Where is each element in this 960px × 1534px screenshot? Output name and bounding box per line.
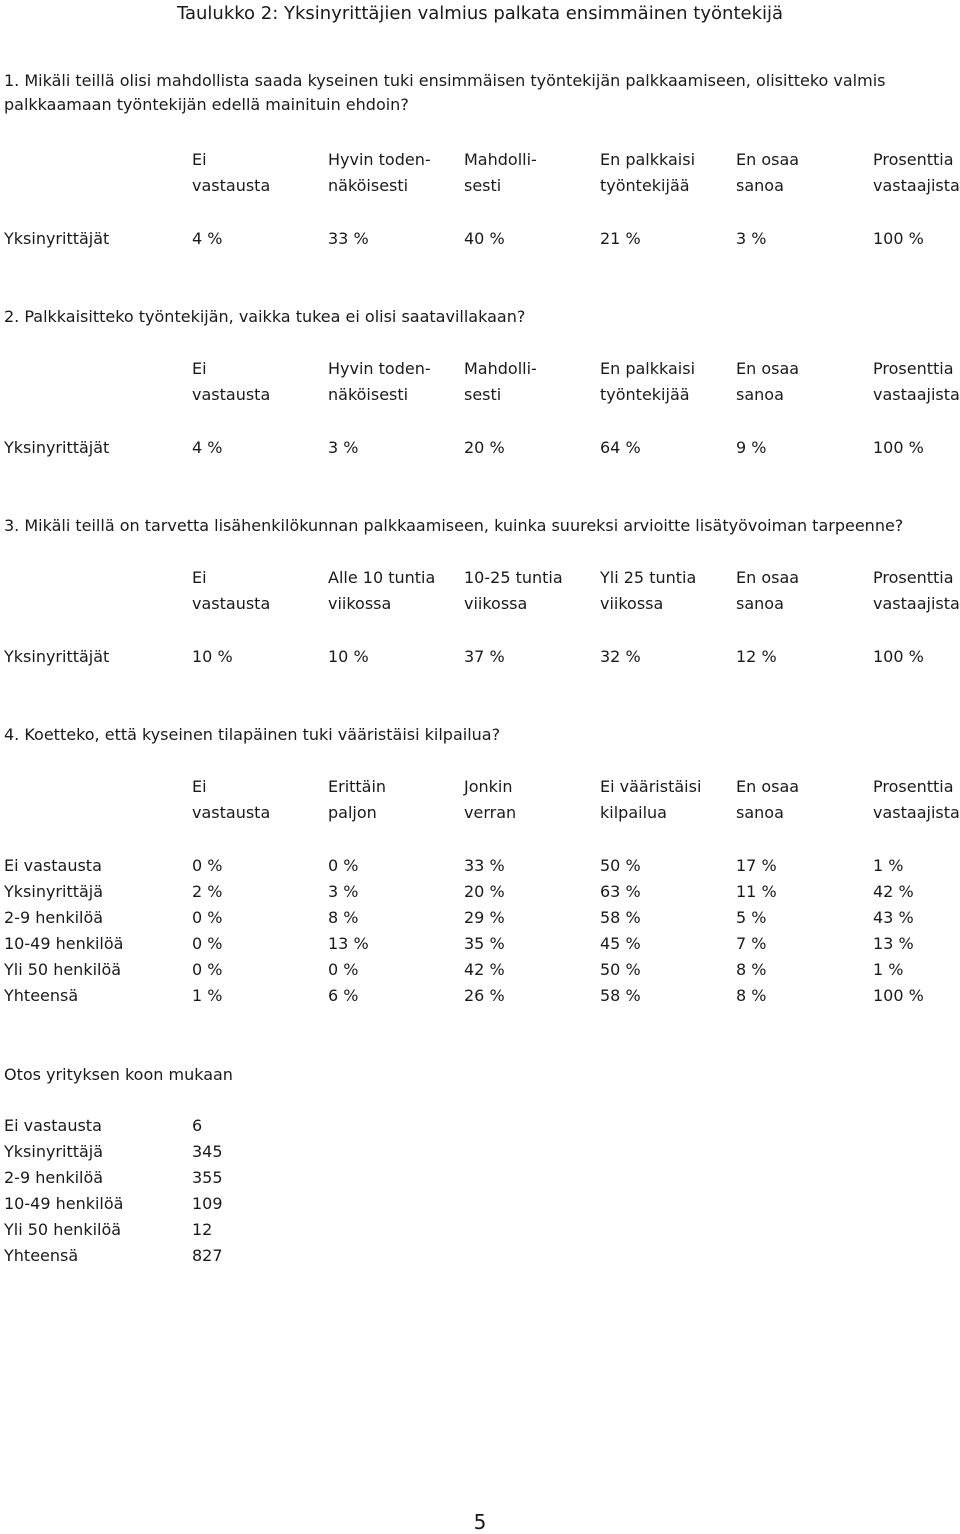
- header-cell: sanoa: [736, 594, 784, 613]
- header-cell: viikossa: [464, 594, 528, 613]
- question-1: [4, 69, 944, 117]
- table-cell: 5 %: [736, 908, 767, 927]
- table-row: [0, 983, 960, 1009]
- table-cell: 42 %: [873, 882, 914, 901]
- header-cell: paljon: [328, 803, 377, 822]
- header-cell: En osaa: [736, 777, 800, 796]
- section-1-header-row-1: [0, 147, 960, 173]
- table-cell: 0 %: [328, 960, 359, 979]
- table-cell: 100 %: [873, 986, 924, 1005]
- sample-heading: Otos yrityksen koon mukaan: [4, 1065, 233, 1084]
- header-cell: Prosenttia: [873, 359, 954, 378]
- table-cell: 100 %: [873, 229, 924, 248]
- table-cell: 63 %: [600, 882, 641, 901]
- table-cell: 20 %: [464, 882, 505, 901]
- sample-row: [0, 1191, 960, 1217]
- table-cell: 9 %: [736, 438, 767, 457]
- question-2-line-1: 2. Palkkaisitteko työntekijän, vaikka tukea ei olisi saatavillakaan?: [4, 307, 526, 326]
- row-label: 2-9 henkilöä: [4, 908, 104, 927]
- row-label: Yli 50 henkilöä: [4, 960, 122, 979]
- header-cell: Hyvin toden-: [328, 150, 431, 169]
- header-cell: työntekijää: [600, 385, 690, 404]
- table-cell: 100 %: [873, 438, 924, 457]
- table-cell: 33 %: [328, 229, 369, 248]
- row-label: Yhteensä: [4, 986, 79, 1005]
- section-4-header-row-1: [0, 774, 960, 800]
- row-label: Yksinyrittäjät: [4, 229, 110, 248]
- section-2-header-row-1: [0, 356, 960, 382]
- table-cell: 17 %: [736, 856, 777, 875]
- table-cell: 8 %: [736, 986, 767, 1005]
- row-label: Yksinyrittäjä: [4, 1142, 104, 1161]
- header-cell: En osaa: [736, 568, 800, 587]
- table-cell: 0 %: [192, 934, 223, 953]
- table-cell: 4 %: [192, 438, 223, 457]
- table-row: [0, 879, 960, 905]
- table-cell: 6 %: [328, 986, 359, 1005]
- question-1-line-2: palkkaamaan työntekijän edellä mainituin ehdoin?: [4, 95, 409, 114]
- header-cell: vastaajista: [873, 176, 960, 195]
- header-cell: vastaajista: [873, 803, 960, 822]
- header-cell: vastausta: [192, 176, 271, 195]
- header-cell: Ei: [192, 359, 207, 378]
- header-cell: Prosenttia: [873, 777, 954, 796]
- row-label: Yksinyrittäjät: [4, 647, 110, 666]
- header-cell: sanoa: [736, 385, 784, 404]
- section-4-header-row-2: [0, 800, 960, 826]
- header-cell: kilpailua: [600, 803, 667, 822]
- table-row: [0, 853, 960, 879]
- table-cell: 1 %: [192, 986, 223, 1005]
- table-row: [0, 905, 960, 931]
- table-cell: 42 %: [464, 960, 505, 979]
- question-2: [4, 305, 944, 329]
- table-cell: 0 %: [192, 908, 223, 927]
- header-cell: sanoa: [736, 176, 784, 195]
- row-label: Yksinyrittäjät: [4, 438, 110, 457]
- sample-value: 6: [192, 1116, 203, 1135]
- sample-value: 355: [192, 1168, 223, 1187]
- header-cell: Ei: [192, 150, 207, 169]
- table-cell: 33 %: [464, 856, 505, 875]
- table-title: Taulukko 2: Yksinyrittäjien valmius palkata ensimmäinen työntekijä: [176, 3, 784, 24]
- sample-row: [0, 1243, 960, 1269]
- header-cell: sesti: [464, 176, 502, 195]
- sample-value: 109: [192, 1194, 223, 1213]
- table-cell: 58 %: [600, 986, 641, 1005]
- header-cell: vastausta: [192, 594, 271, 613]
- table-cell: 1 %: [873, 960, 904, 979]
- section-3-header-row-2: [0, 591, 960, 617]
- sample-row: [0, 1165, 960, 1191]
- table-cell: 0 %: [192, 960, 223, 979]
- table-cell: 35 %: [464, 934, 505, 953]
- table-cell: 7 %: [736, 934, 767, 953]
- header-cell: Ei: [192, 568, 207, 587]
- table-cell: 45 %: [600, 934, 641, 953]
- table-cell: 50 %: [600, 960, 641, 979]
- row-label: Ei vastausta: [4, 1116, 102, 1135]
- header-cell: Alle 10 tuntia: [328, 568, 436, 587]
- header-cell: Ei: [192, 777, 207, 796]
- sample-value: 12: [192, 1220, 213, 1239]
- table-cell: 4 %: [192, 229, 223, 248]
- table-cell: 21 %: [600, 229, 641, 248]
- header-cell: 10-25 tuntia: [464, 568, 563, 587]
- question-4-line-1: 4. Koetteko, että kyseinen tilapäinen tuki vääristäisi kilpailua?: [4, 725, 501, 744]
- table-cell: 37 %: [464, 647, 505, 666]
- table-cell: 0 %: [192, 856, 223, 875]
- table-cell: 3 %: [736, 229, 767, 248]
- table-cell: 26 %: [464, 986, 505, 1005]
- header-cell: Hyvin toden-: [328, 359, 431, 378]
- row-label: Yhteensä: [4, 1246, 79, 1265]
- header-cell: Mahdolli-: [464, 359, 537, 378]
- header-cell: Ei vääristäisi: [600, 777, 702, 796]
- header-cell: En palkkaisi: [600, 359, 696, 378]
- header-cell: näköisesti: [328, 385, 409, 404]
- table-cell: 3 %: [328, 438, 359, 457]
- header-cell: Yli 25 tuntia: [600, 568, 697, 587]
- table-row: [0, 644, 960, 670]
- row-label: Yksinyrittäjä: [4, 882, 104, 901]
- table-cell: 64 %: [600, 438, 641, 457]
- header-cell: sanoa: [736, 803, 784, 822]
- section-1-header-row-2: [0, 173, 960, 199]
- header-cell: Jonkin: [464, 777, 513, 796]
- table-cell: 13 %: [873, 934, 914, 953]
- table-cell: 32 %: [600, 647, 641, 666]
- table-cell: 1 %: [873, 856, 904, 875]
- table-cell: 20 %: [464, 438, 505, 457]
- table-row: [0, 931, 960, 957]
- table-cell: 3 %: [328, 882, 359, 901]
- row-label: Ei vastausta: [4, 856, 102, 875]
- row-label: 10-49 henkilöä: [4, 1194, 124, 1213]
- table-cell: 11 %: [736, 882, 777, 901]
- header-cell: näköisesti: [328, 176, 409, 195]
- question-3: [4, 514, 944, 538]
- sample-row: [0, 1139, 960, 1165]
- question-4: [4, 723, 944, 747]
- row-label: Yli 50 henkilöä: [4, 1220, 122, 1239]
- header-cell: työntekijää: [600, 176, 690, 195]
- table-cell: 12 %: [736, 647, 777, 666]
- sample-value: 345: [192, 1142, 223, 1161]
- table-cell: 58 %: [600, 908, 641, 927]
- section-3-header-row-1: [0, 565, 960, 591]
- header-cell: vastaajista: [873, 594, 960, 613]
- header-cell: En osaa: [736, 359, 800, 378]
- table-cell: 10 %: [192, 647, 233, 666]
- table-cell: 43 %: [873, 908, 914, 927]
- row-label: 2-9 henkilöä: [4, 1168, 104, 1187]
- header-cell: Prosenttia: [873, 150, 954, 169]
- table-cell: 8 %: [328, 908, 359, 927]
- table-cell: 10 %: [328, 647, 369, 666]
- row-label: 10-49 henkilöä: [4, 934, 124, 953]
- header-cell: vastausta: [192, 803, 271, 822]
- header-cell: Prosenttia: [873, 568, 954, 587]
- table-row: [0, 435, 960, 461]
- header-cell: sesti: [464, 385, 502, 404]
- header-cell: vastaajista: [873, 385, 960, 404]
- sample-value: 827: [192, 1246, 223, 1265]
- table-cell: 100 %: [873, 647, 924, 666]
- sample-row: [0, 1113, 960, 1139]
- table-row: [0, 957, 960, 983]
- table-cell: 13 %: [328, 934, 369, 953]
- table-row: [0, 226, 960, 252]
- header-cell: En palkkaisi: [600, 150, 696, 169]
- table-cell: 2 %: [192, 882, 223, 901]
- header-cell: En osaa: [736, 150, 800, 169]
- header-cell: Erittäin: [328, 777, 387, 796]
- header-cell: Mahdolli-: [464, 150, 537, 169]
- header-cell: viikossa: [600, 594, 664, 613]
- table-cell: 50 %: [600, 856, 641, 875]
- question-1-line-1: 1. Mikäli teillä olisi mahdollista saada kyseinen tuki ensimmäisen työntekijän palkkaamiseen, olisitteko valmis: [4, 71, 886, 90]
- table-cell: 40 %: [464, 229, 505, 248]
- header-cell: viikossa: [328, 594, 392, 613]
- question-3-line-1: 3. Mikäli teillä on tarvetta lisähenkilökunnan palkkaamiseen, kuinka suureksi arvioitte lisätyövoiman tarpeenne?: [4, 516, 904, 535]
- section-2-header-row-2: [0, 382, 960, 408]
- table-cell: 0 %: [328, 856, 359, 875]
- sample-row: [0, 1217, 960, 1243]
- header-cell: vastausta: [192, 385, 271, 404]
- table-cell: 8 %: [736, 960, 767, 979]
- page-number: 5: [473, 1510, 487, 1534]
- header-cell: verran: [464, 803, 517, 822]
- table-cell: 29 %: [464, 908, 505, 927]
